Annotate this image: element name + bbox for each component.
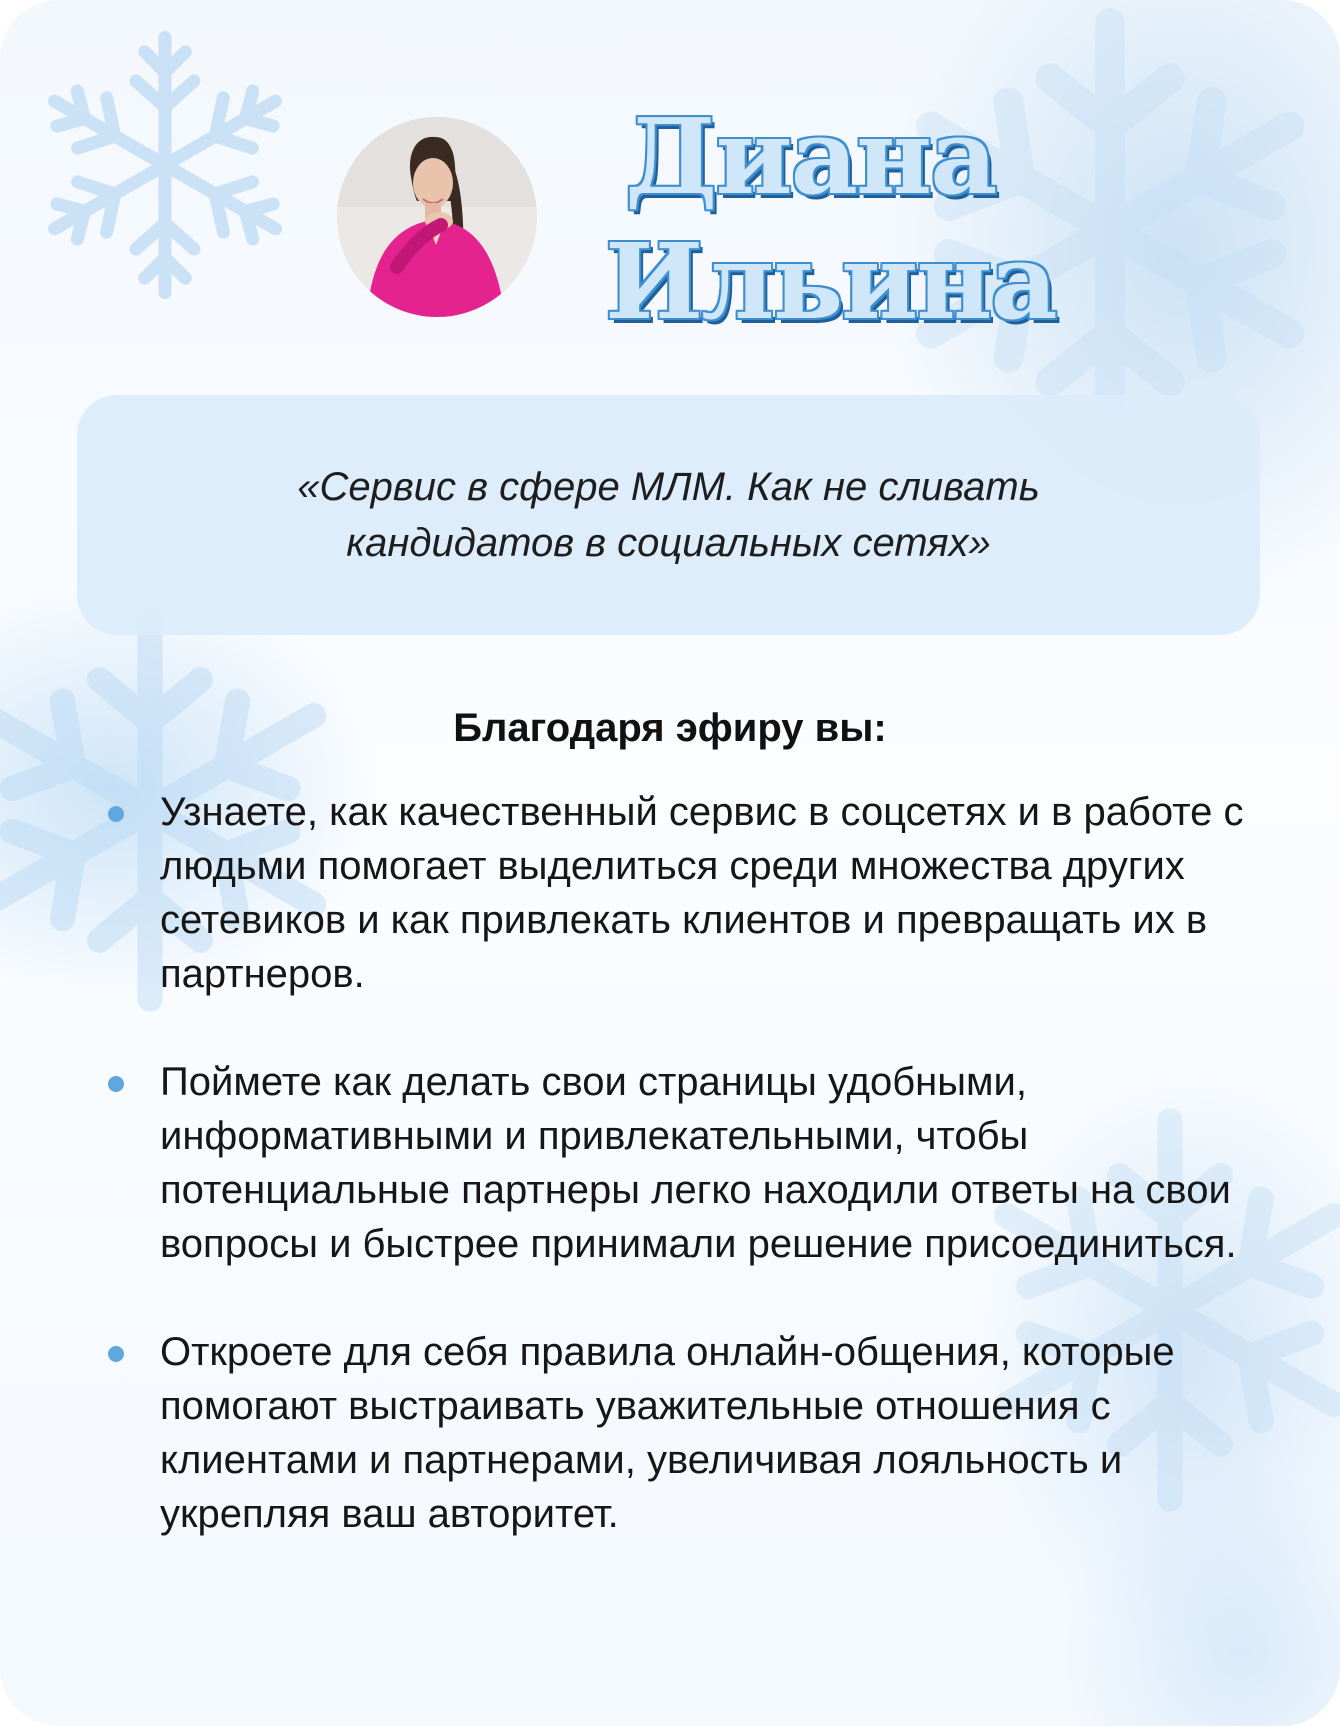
bullet-icon xyxy=(108,1346,124,1362)
bullet-icon xyxy=(108,806,124,822)
benefit-text: Откроете для себя правила онлайн-общения, которые помогают выстраивать уважительные отношения с клиентами и партнерами, увеличивая лояльность и укрепляя ваш авторитет. xyxy=(160,1330,1175,1536)
benefits-list xyxy=(100,785,1280,1541)
benefit-text: Поймете как делать свои страницы удобными, информативными и привлекательными, чтобы потенциальные партнеры легко находили ответы на свои вопросы и быстрее принимали решение присоединиться. xyxy=(160,1060,1237,1266)
avatar-photo xyxy=(337,117,537,317)
name-logo xyxy=(605,95,1056,343)
list-item xyxy=(100,785,1280,1001)
list-item xyxy=(100,1055,1280,1271)
avatar xyxy=(337,117,537,317)
name-line-1: Диана xyxy=(625,95,996,218)
list-item xyxy=(100,1325,1280,1541)
bullet-icon xyxy=(108,1076,124,1092)
topic-title: «Сервис в сфере МЛМ. Как не сливать кандидатов в социальных сетях» xyxy=(297,465,1040,565)
snowflake-icon xyxy=(20,20,310,310)
benefit-text: Узнаете, как качественный сервис в соцсетях и в работе с людьми помогает выделиться среди множества других сетевиков и как привлекать клиентов и превращать их в партнеров. xyxy=(160,790,1244,996)
name-line-2: Ильина xyxy=(605,220,1056,343)
topic-box xyxy=(77,395,1260,635)
benefits-heading: Благодаря эфиру вы: xyxy=(453,706,887,750)
